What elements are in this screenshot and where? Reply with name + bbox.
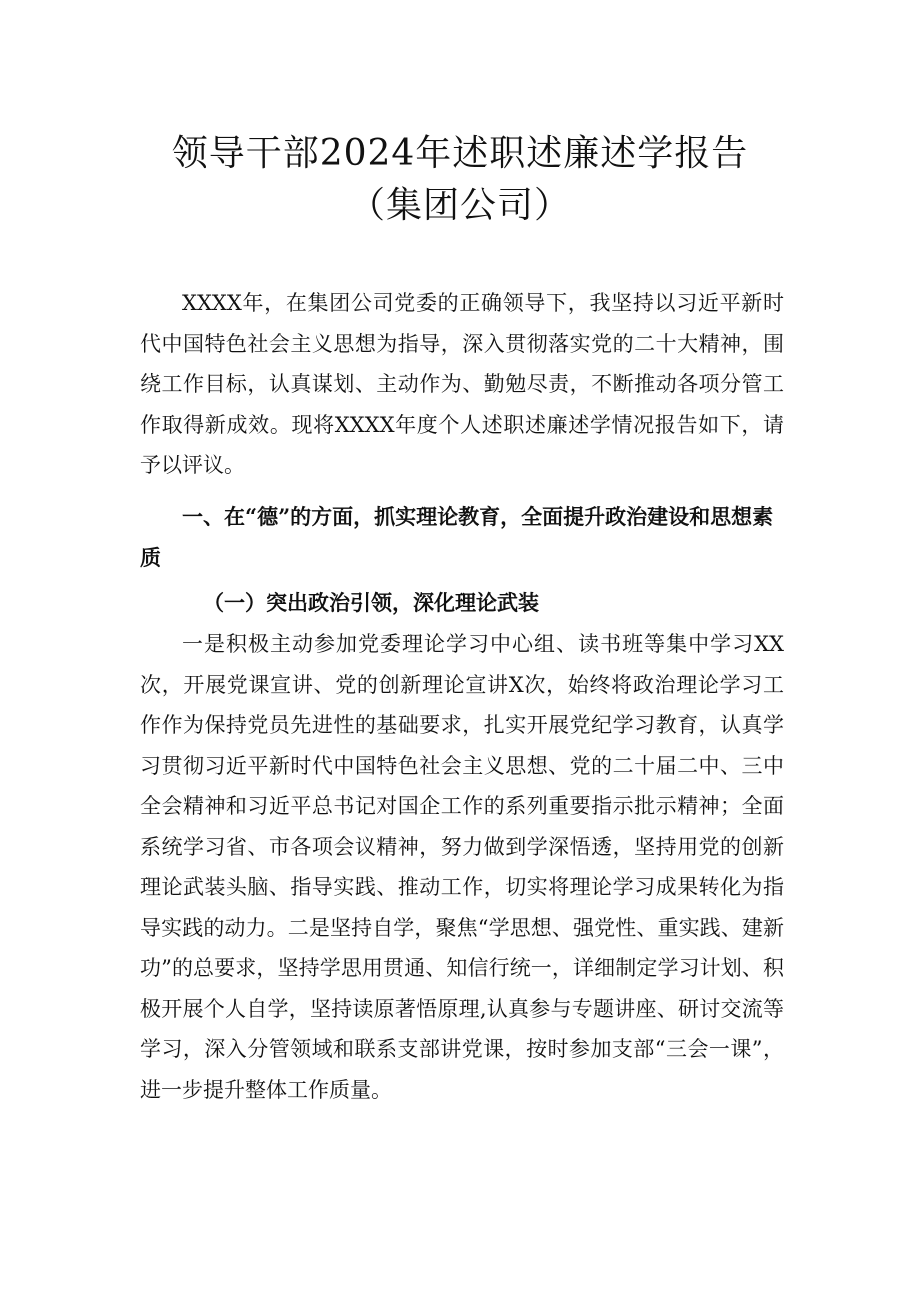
intro-paragraph: XXXX年，在集团公司党委的正确领导下，我坚持以习近平新时代中国特色社会主义思想为指导，深入贯彻落实党的二十大精神，围绕工作目标，认真谋划、主动作为、勤勉尽责，不断推动各项分管工作取得新成效。现将XXXX年度个人述职述廉述学情况报告如下，请予以评议。: [140, 291, 784, 477]
subsection-heading: （一）突出政治引领，深化理论武装: [203, 590, 539, 615]
section-heading: 一、在“德”的方面，抓实理论教育，全面提升政治建设和思想素质: [140, 504, 774, 570]
document-title: 领导干部2024年述职述廉述学报告（集团公司）: [171, 133, 749, 226]
body-paragraph: 一是积极主动参加党委理论学习中心组、读书班等集中学习XX次，开展党课宣讲、党的创新理论宣讲X次，始终将政治理论学习工作作为保持党员先进性的基础要求，扎实开展党纪学习教育，认真学习贯彻习近平新时代中国特色社会主义思想、党的二十届二中、三中全会精神和习近平总书记对国企工作的系列重要指示批示精神；全面系统学习省、市各项会议精神，努力做到学深悟透，坚持用党的创新理论武装头脑、指导实践、推动工作，切实将理论学习成果转化为指导实践的动力。二是坚持自学，聚焦“学思想、强党性、重实践、建新功”的总要求，坚持学思用贯通、知信行统一，详细制定学习计划、积极开展个人自学，坚持读原著悟原理,认真参与专题讲座、研讨交流等学习，深入分管领域和联系支部讲党课，按时参加支部“三会一课”，进一步提升整体工作质量。: [140, 632, 784, 1102]
